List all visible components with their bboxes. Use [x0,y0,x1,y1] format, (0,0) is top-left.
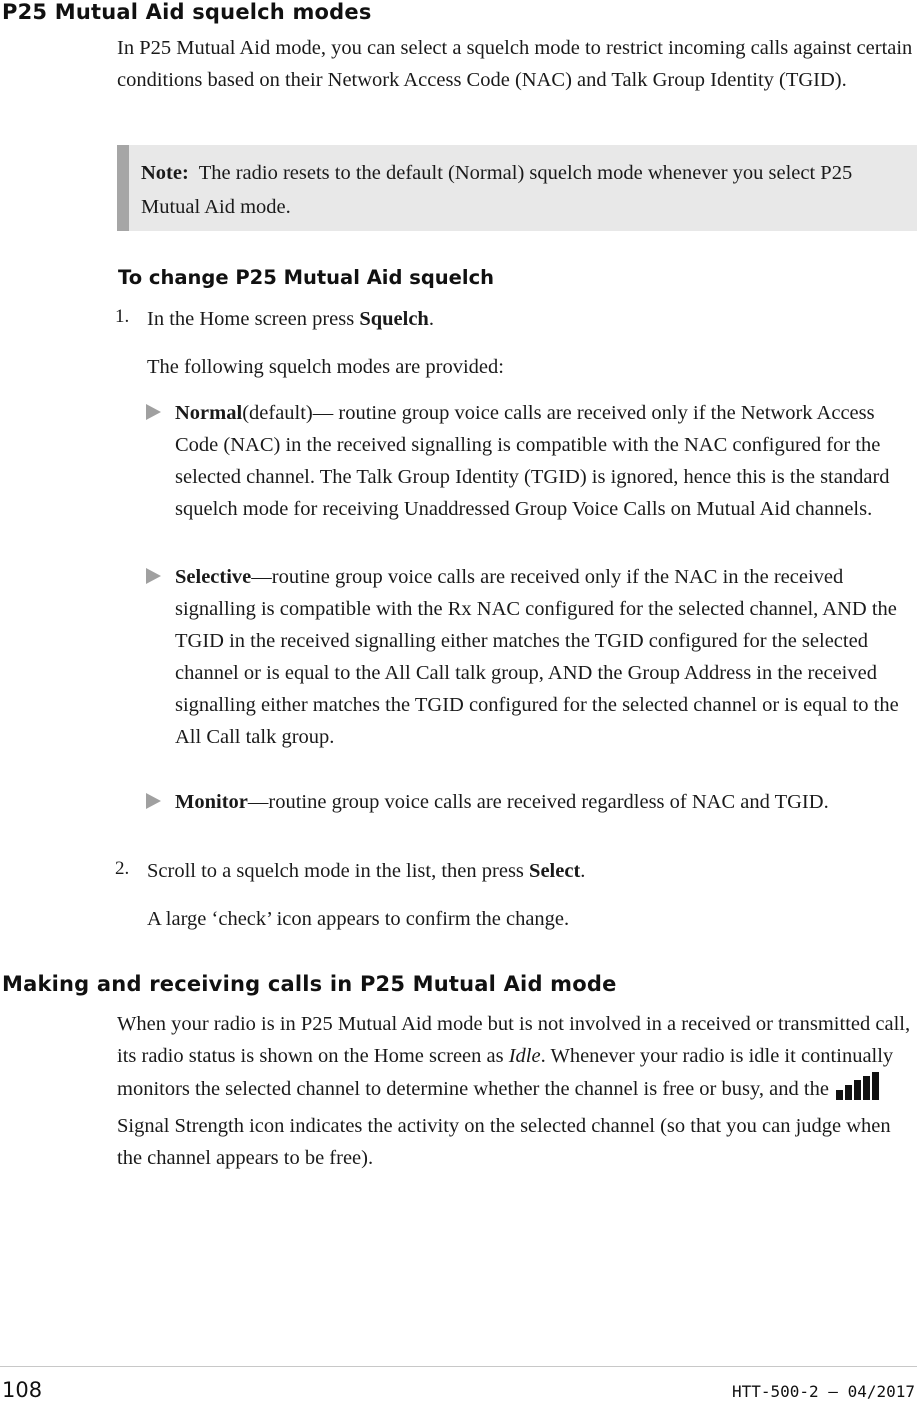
footer-divider [0,1366,917,1367]
note-content [141,156,901,224]
calls-text [117,1008,917,1174]
mode-name: Selective [175,566,252,588]
bullet-arrow-icon [146,404,161,420]
note-box [117,145,917,231]
select-key-label: Select [529,860,581,882]
intro-text: In P25 Mutual Aid mode, you can select a squelch mode to restrict incoming calls against certain conditions based on their Network Access Code (NAC) and Talk Group Identity (TGID). [117,37,913,91]
mode-name: Normal [175,402,243,424]
section-heading-making-calls: Making and receiving calls in P25 Mutual Aid mode [2,972,617,996]
step-1-number: 1. [115,306,130,327]
calls-text-part-1: When your radio is in P25 Mutual Aid mode but is not involved in a received or transmitted call, its radio status is shown on the Home screen as [117,1013,911,1067]
bullet-arrow-icon [146,793,161,809]
step-2-prefix: Scroll to a squelch mode in the list, then press [147,860,530,882]
idle-status-text: Idle [508,1045,541,1067]
step-1-prefix: In the Home screen press [147,308,360,330]
calls-text-part-2: . Whenever your radio is idle it continually monitors the selected channel to determine whether the channel is free or busy, and the [117,1045,894,1100]
mode-item-monitor [175,786,917,818]
step-2-number: 2. [115,858,130,879]
note-label: Note: [141,162,189,184]
step-1-suffix: . [428,308,434,330]
section-heading-squelch-modes: P25 Mutual Aid squelch modes [2,0,372,24]
mode-detail: —routine group voice calls are received regardless of NAC and TGID. [247,791,829,813]
step-2-suffix: . [580,860,586,882]
calls-paragraph [117,1008,917,1174]
procedure-heading: To change P25 Mutual Aid squelch [118,266,495,289]
note-text: The radio resets to the default (Normal) squelch mode whenever you select P25 Mutual Aid mode. [141,162,853,218]
mode-item-normal [175,397,917,525]
modes-intro: The following squelch modes are provided: [147,356,504,378]
step-1-text [147,303,434,335]
document-reference: HTT-500-2 – 04/2017 [731,1382,915,1401]
mode-item-selective [175,561,917,753]
mode-detail: —routine group voice calls are received only if the NAC in the received signalling is compatible with the Rx NAC configured for the selected channel, AND the TGID in the received signalling either matches the TGID configured for the selected channel or is equal to the All Call talk group, AND the Group Address in the received signalling either matches the TGID configured for the selected channel or is equal to the All Call talk group. [175,566,899,748]
page-number: 108 [2,1378,43,1402]
step-2-text [147,855,585,887]
squelch-key-label: Squelch [359,308,429,330]
mode-name: Monitor [175,791,248,813]
step-2-result: A large ‘check’ icon appears to confirm the change. [147,908,570,930]
calls-text-part-3: Signal Strength icon indicates the activity on the selected channel (so that you can judge when the channel appears to be free). [117,1115,891,1169]
bullet-arrow-icon [146,568,161,584]
intro-paragraph [117,32,917,96]
mode-detail: (default)— routine group voice calls are received only if the Network Access Code (NAC) in the received signalling is compatible with the NAC configured for the selected channel. The Talk Group Identity (TGID) is ignored, hence this is the standard squelch mode for receiving Unaddressed Group Voice Calls on Mutual Aid channels. [175,402,890,520]
signal-strength-icon [836,1072,880,1110]
